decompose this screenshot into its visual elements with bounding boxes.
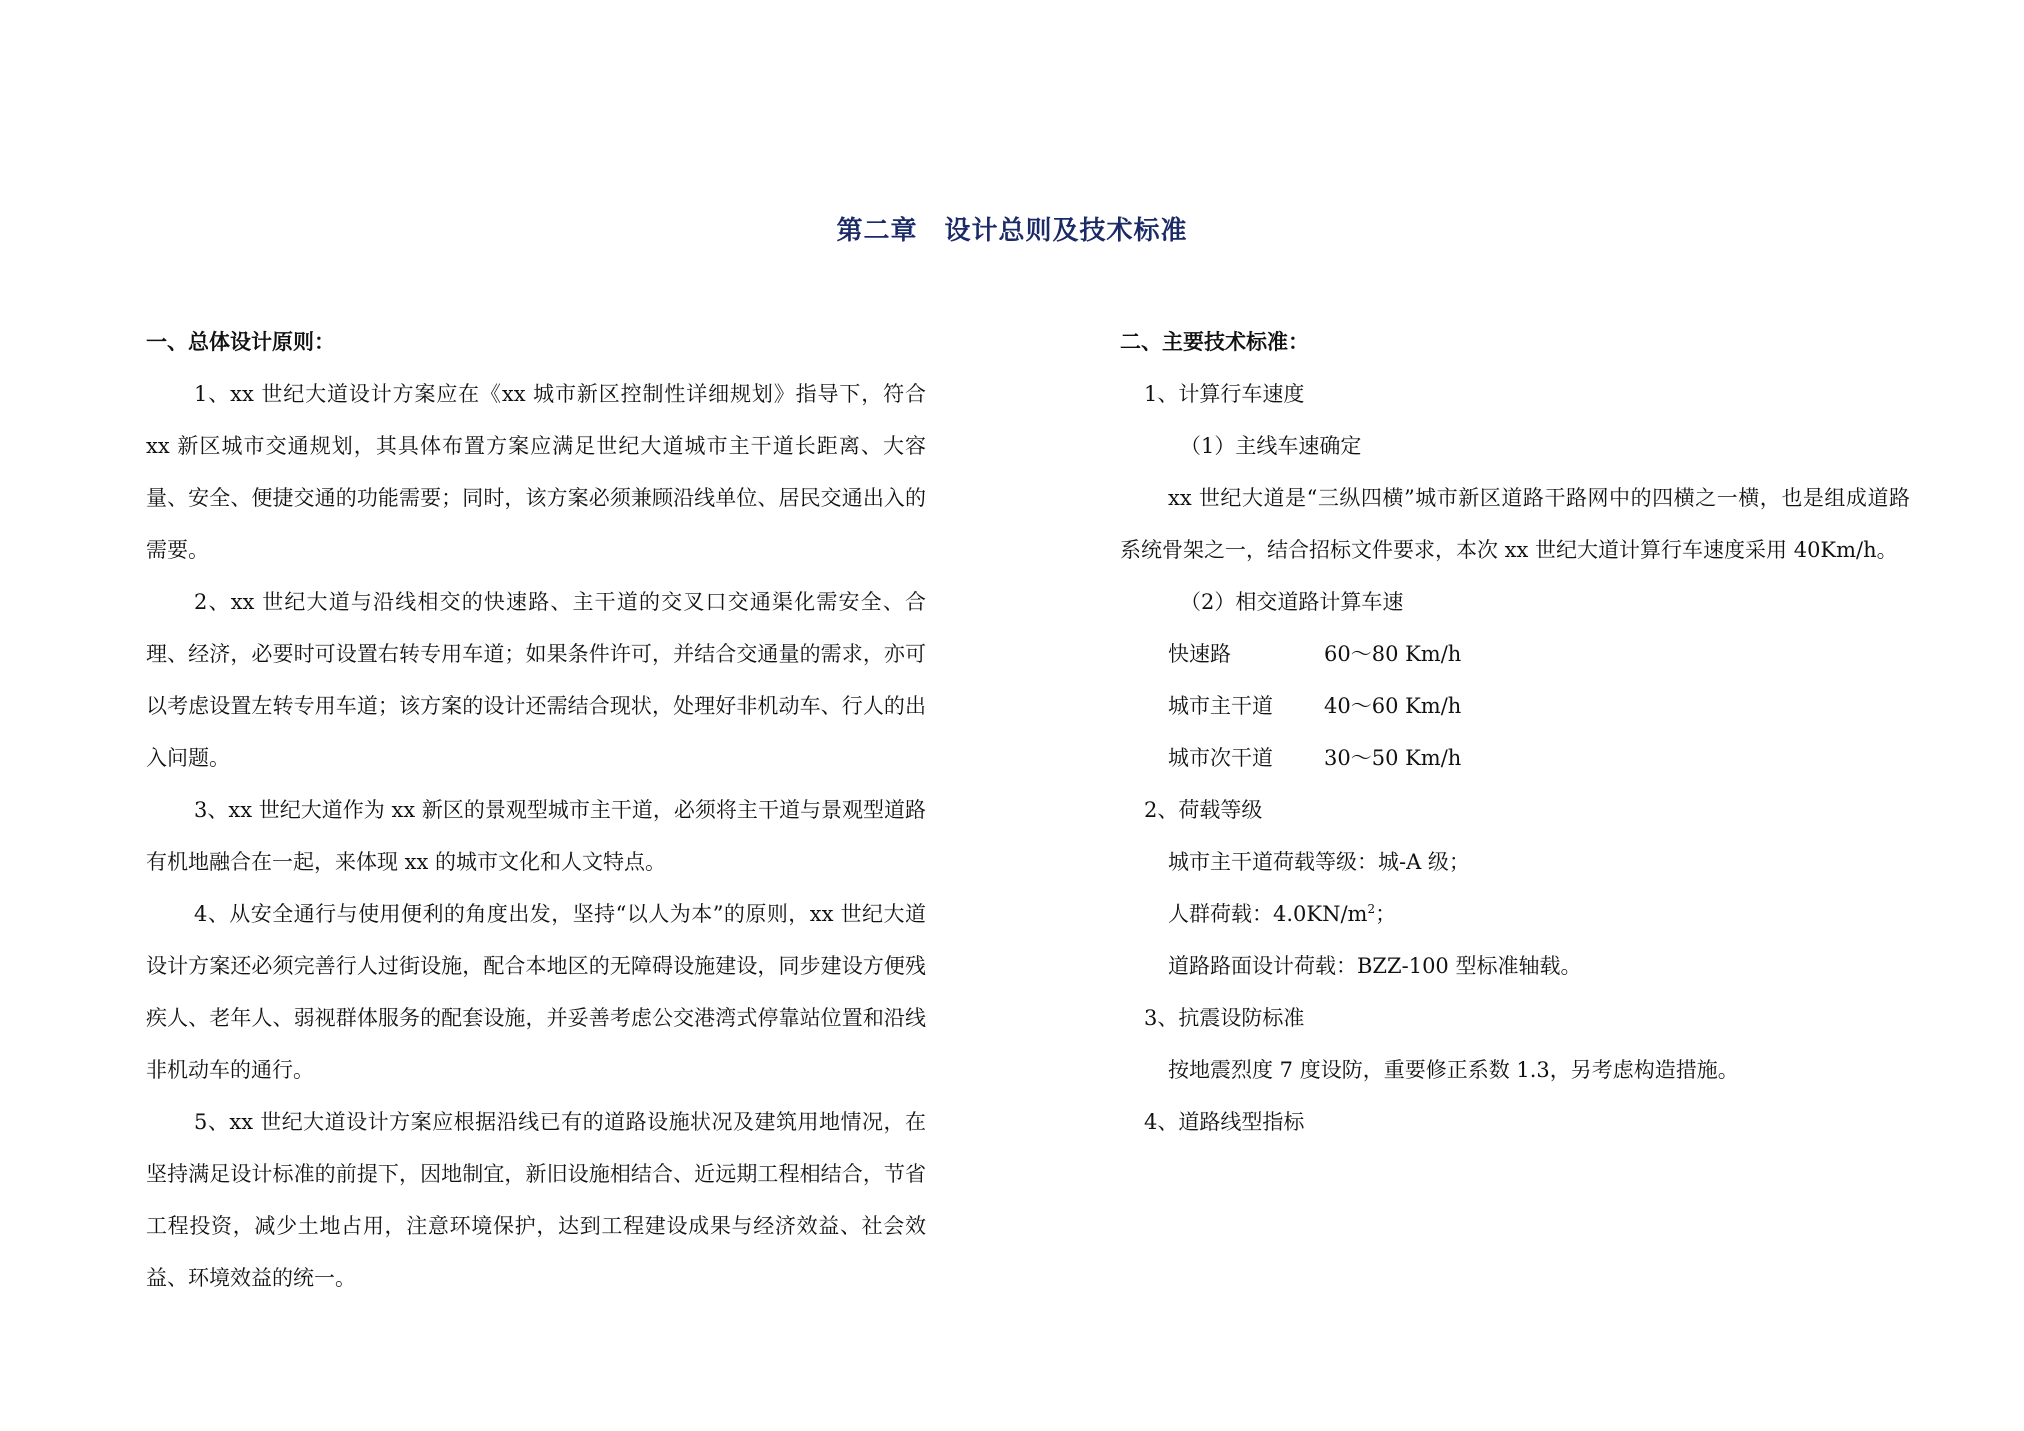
- principle-paragraph-5: 5、xx 世纪大道设计方案应根据沿线已有的道路设施状况及建筑用地情况，在坚持满足设计标准的前提下，因地制宜，新旧设施相结合、近远期工程相结合，节省工程投资，减少土地占用，注意环境保护，达到工程建设成果与经济效益、社会效益、环境效益的统一。: [146, 1110, 926, 1290]
- mainline-speed-text: xx 世纪大道是“三纵四横”城市新区道路干路网中的四横之一横，也是组成道路系统骨架之一，结合招标文件要求，本次 xx 世纪大道计算行车速度采用 40Km/h。: [1120, 486, 1910, 562]
- seismic-text: 按地震烈度 7 度设防，重要修正系数 1.3，另考虑构造措施。: [1168, 1058, 1739, 1082]
- speed-row: [1120, 680, 1910, 732]
- speed-row: [1120, 628, 1910, 680]
- principle-paragraph-1: 1、xx 世纪大道设计方案应在《xx 城市新区控制性详细规划》指导下，符合 xx 新区城市交通规划，其具体布置方案应满足世纪大道城市主干道长距离、大容量、安全、便捷交通的功能需要；同时，该方案必须兼顾沿线单位、居民交通出入的需要。: [146, 382, 926, 562]
- right-column: [1120, 316, 1910, 1148]
- subitem-mainline-speed: （1）主线车速确定: [1180, 434, 1362, 458]
- load-pavement: 道路路面设计荷载：BZZ-100 型标准轴载。: [1168, 954, 1582, 978]
- section-heading-technical-standards: 二、主要技术标准：: [1120, 330, 1309, 354]
- speed-row: [1120, 732, 1910, 784]
- speed-road-name: 快速路: [1168, 642, 1231, 666]
- chapter-title: 第二章 设计总则及技术标准: [836, 216, 1188, 246]
- principle-paragraph-4: 4、从安全通行与使用便利的角度出发，坚持“以人为本”的原则，xx 世纪大道设计方案还必须完善行人过街设施，配合本地区的无障碍设施建设，同步建设方便残疾人、老年人、弱视群体服务的配套设施，并妥善考虑公交港湾式停靠站位置和沿线非机动车的通行。: [146, 902, 926, 1082]
- item-design-speed: 1、计算行车速度: [1144, 382, 1305, 406]
- item-seismic-standard: 3、抗震设防标准: [1144, 1006, 1305, 1030]
- load-crowd-suffix: ；: [1375, 902, 1397, 926]
- section-heading-general-principles: 一、总体设计原则：: [146, 330, 335, 354]
- speed-road-name: 城市主干道: [1168, 694, 1273, 718]
- subitem-intersecting-speed: （2）相交道路计算车速: [1180, 590, 1404, 614]
- speed-value: 60～80 Km/h: [1324, 642, 1462, 666]
- load-crowd-exponent: 2: [1367, 902, 1376, 916]
- item-load-grade: 2、荷载等级: [1144, 798, 1263, 822]
- item-alignment-indices: 4、道路线型指标: [1144, 1110, 1305, 1134]
- principle-paragraph-2: 2、xx 世纪大道与沿线相交的快速路、主干道的交叉口交通渠化需安全、合理、经济，必要时可设置右转专用车道；如果条件许可，并结合交通量的需求，亦可以考虑设置左转专用车道；该方案的设计还需结合现状，处理好非机动车、行人的出入问题。: [146, 590, 926, 770]
- load-crowd-value: 人群荷载：4.0KN/m: [1168, 902, 1368, 926]
- load-main-road: 城市主干道荷载等级：城-A 级；: [1168, 850, 1470, 874]
- left-column: [146, 316, 926, 1304]
- speed-road-name: 城市次干道: [1168, 746, 1273, 770]
- principle-paragraph-3: 3、xx 世纪大道作为 xx 新区的景观型城市主干道，必须将主干道与景观型道路有机地融合在一起，来体现 xx 的城市文化和人文特点。: [146, 798, 926, 874]
- load-crowd: [1120, 888, 1910, 940]
- speed-value: 30～50 Km/h: [1324, 746, 1462, 770]
- speed-value: 40～60 Km/h: [1324, 694, 1462, 718]
